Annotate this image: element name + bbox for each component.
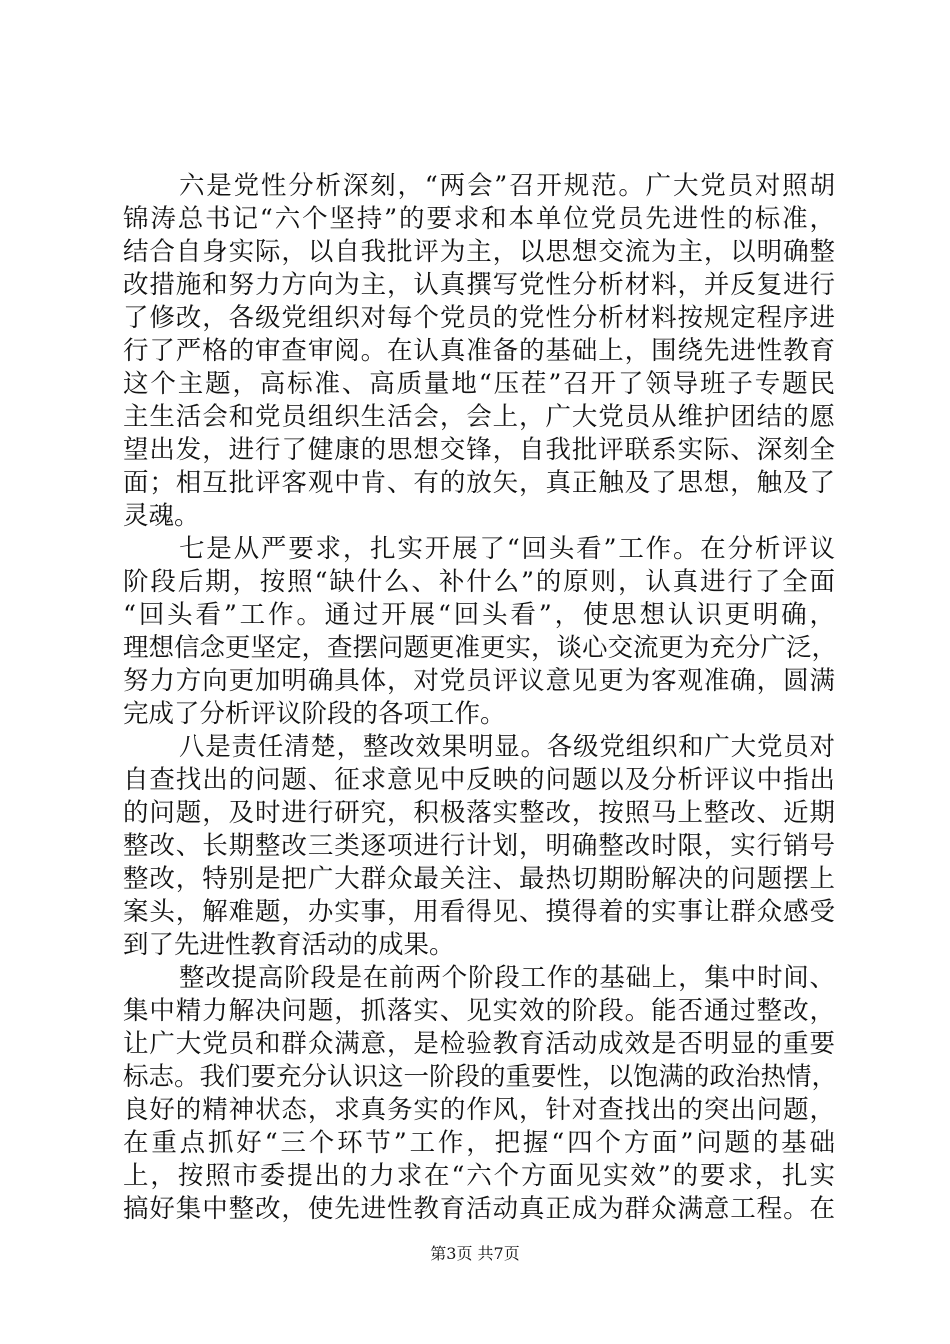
- paragraph-line: 的问题，及时进行研究，积极落实整改，按照马上整改、近期: [123, 798, 835, 828]
- paragraph-line: 六是党性分析深刻，“两会”召开规范。广大党员对照胡: [179, 171, 835, 201]
- paragraph-line: 八是责任清楚，整改效果明显。各级党组织和广大党员对: [179, 732, 835, 762]
- paragraph-line: 整改提高阶段是在前两个阶段工作的基础上，集中时间、: [179, 963, 835, 993]
- paragraph-line: 让广大党员和群众满意，是检验教育活动成效是否明显的重要: [123, 1029, 835, 1059]
- paragraph-line: 面；相互批评客观中肯、有的放矢，真正触及了思想，触及了: [123, 468, 835, 498]
- paragraph-line: 努力方向更加明确具体，对党员评议意见更为客观准确，圆满: [123, 666, 835, 696]
- paragraph-line: 锦涛总书记“六个坚持”的要求和本单位党员先进性的标准，: [123, 204, 835, 234]
- paragraph-line: 了修改，各级党组织对每个党员的党性分析材料按规定程序进: [123, 303, 835, 333]
- paragraph-line: 主生活会和党员组织生活会，会上，广大党员从维护团结的愿: [123, 402, 835, 432]
- paragraph-line: 七是从严要求，扎实开展了“回头看”工作。在分析评议: [179, 534, 835, 564]
- page-footer: 第3页 共7页: [430, 1244, 520, 1263]
- paragraph-line: 在重点抓好“三个环节”工作，把握“四个方面”问题的基础: [123, 1128, 835, 1158]
- paragraph-line: 搞好集中整改，使先进性教育活动真正成为群众满意工程。在: [123, 1194, 835, 1224]
- paragraph-line: “回头看”工作。通过开展“回头看”，使思想认识更明确，: [123, 600, 835, 630]
- paragraph: [123, 962, 838, 1226]
- paragraph-line: 整改，特别是把广大群众最关注、最热切期盼解决的问题摆上: [123, 864, 835, 894]
- paragraph-line: 改措施和努力方向为主，认真撰写党性分析材料，并反复进行: [123, 270, 835, 300]
- paragraph-line: 结合自身实际，以自我批评为主，以思想交流为主，以明确整: [123, 237, 835, 267]
- document-body: [123, 170, 838, 1226]
- paragraph-line: 望出发，进行了健康的思想交锋，自我批评联系实际、深刻全: [123, 435, 835, 465]
- paragraph-line: 阶段后期，按照“缺什么、补什么”的原则，认真进行了全面: [123, 567, 835, 597]
- paragraph-line: 良好的精神状态，求真务实的作风，针对查找出的突出问题，: [123, 1095, 835, 1125]
- paragraph: [123, 533, 838, 731]
- paragraph-line: 案头，解难题，办实事，用看得见、摸得着的实事让群众感受: [123, 897, 835, 927]
- paragraph-line: 理想信念更坚定，查摆问题更准更实，谈心交流更为充分广泛，: [123, 633, 838, 663]
- paragraph-line: 行了严格的审查审阅。在认真准备的基础上，围绕先进性教育: [123, 336, 835, 366]
- paragraph: [123, 170, 835, 533]
- paragraph-line: 整改、长期整改三类逐项进行计划，明确整改时限，实行销号: [123, 831, 835, 861]
- paragraph-line: 到了先进性教育活动的成果。: [123, 930, 455, 960]
- paragraph-line: 标志。我们要充分认识这一阶段的重要性，以饱满的政治热情，: [123, 1062, 838, 1092]
- paragraph: [123, 731, 835, 962]
- paragraph-line: 上，按照市委提出的力求在“六个方面见实效”的要求，扎实: [123, 1161, 835, 1191]
- paragraph-line: 自查找出的问题、征求意见中反映的问题以及分析评议中指出: [123, 765, 835, 795]
- paragraph-line: 完成了分析评议阶段的各项工作。: [123, 699, 506, 729]
- paragraph-line: 灵魂。: [123, 501, 200, 531]
- paragraph-line: 这个主题，高标准、高质量地“压茬”召开了领导班子专题民: [123, 369, 835, 399]
- paragraph-line: 集中精力解决问题，抓落实、见实效的阶段。能否通过整改，: [123, 996, 835, 1026]
